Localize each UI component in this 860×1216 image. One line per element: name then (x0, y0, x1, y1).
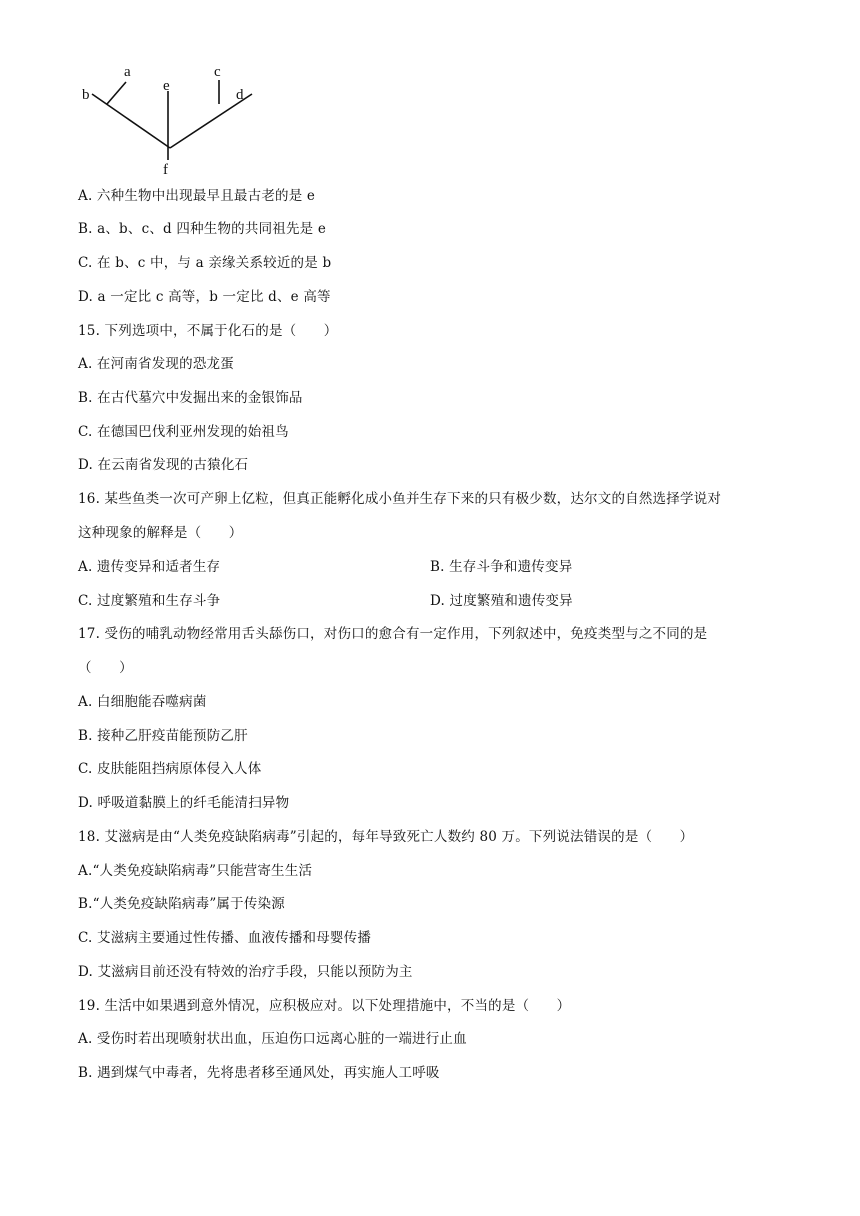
q19-stem: 19. 生活中如果遇到意外情况，应积极应对。以下处理措施中，不当的是（ ） (78, 998, 571, 1014)
q16-stem-line1: 16. 某些鱼类一次可产卵上亿粒，但真正能孵化成小鱼并生存下来的只有极少数，达尔文的自然选择学说对 (78, 491, 722, 507)
q15-stem: 15. 下列选项中，不属于化石的是（ ） (78, 323, 338, 339)
q15-option-b: B. 在古代墓穴中发掘出来的金银饰品 (78, 390, 303, 406)
q14-option-a: A. 六种生物中出现最早且最古老的是 e (78, 188, 316, 204)
q14-option-d: D. a 一定比 c 高等，b 一定比 d、e 高等 (78, 289, 331, 305)
label-a: a (124, 64, 131, 80)
branch-b (92, 94, 170, 148)
q17-stem-line2: （ ） (78, 660, 133, 676)
q16-option-b: B. 生存斗争和遗传变异 (430, 559, 573, 575)
q19-option-a: A. 受伤时若出现喷射状出血，压迫伤口远离心脏的一端进行止血 (78, 1031, 467, 1047)
q15-option-d: D. 在云南省发现的古猿化石 (78, 457, 249, 473)
q17-option-d: D. 呼吸道黏膜上的纤毛能清扫异物 (78, 795, 290, 811)
q14-option-c: C. 在 b、c 中，与 a 亲缘关系较近的是 b (78, 255, 332, 271)
q16-options-row1 (78, 557, 573, 577)
q17-option-b: B. 接种乙肝疫苗能预防乙肝 (78, 728, 248, 744)
q16-stem-line2: 这种现象的解释是（ ） (78, 525, 243, 541)
q17-stem-line1: 17. 受伤的哺乳动物经常用舌头舔伤口，对伤口的愈合有一定作用，下列叙述中，免疫类型与之不同的是 (78, 626, 708, 642)
evolution-tree-diagram (74, 62, 274, 180)
q14-option-b: B. a、b、c、d 四种生物的共同祖先是 e (78, 221, 327, 237)
q16-options-row2 (78, 591, 573, 611)
label-c: c (214, 64, 221, 80)
q19-option-b: B. 遇到煤气中毒者，先将患者移至通风处，再实施人工呼吸 (78, 1065, 440, 1081)
branch-a (107, 82, 126, 104)
q16-option-c: C. 过度繁殖和生存斗争 (78, 593, 221, 609)
q17-option-a: A. 白细胞能吞噬病菌 (78, 694, 207, 710)
label-b: b (82, 87, 90, 103)
label-d: d (236, 87, 244, 103)
q16-option-a: A. 遗传变异和适者生存 (78, 559, 221, 575)
label-e: e (163, 78, 170, 94)
q15-option-a: A. 在河南省发现的恐龙蛋 (78, 356, 234, 372)
q15-option-c: C. 在德国巴伐利亚州发现的始祖鸟 (78, 424, 289, 440)
q18-option-b: B.“人类免疫缺陷病毒”属于传染源 (78, 896, 285, 912)
label-f: f (163, 162, 168, 178)
q16-option-d: D. 过度繁殖和遗传变异 (430, 593, 573, 609)
q18-option-d: D. 艾滋病目前还没有特效的治疗手段，只能以预防为主 (78, 964, 413, 980)
q18-option-a: A.“人类免疫缺陷病毒”只能营寄生生活 (78, 863, 313, 879)
q18-stem: 18. 艾滋病是由“人类免疫缺陷病毒”引起的，每年导致死亡人数约 80 万。下列说法错误的是（ ） (78, 829, 694, 845)
q18-option-c: C. 艾滋病主要通过性传播、血液传播和母婴传播 (78, 930, 372, 946)
q17-option-c: C. 皮肤能阻挡病原体侵入人体 (78, 761, 262, 777)
